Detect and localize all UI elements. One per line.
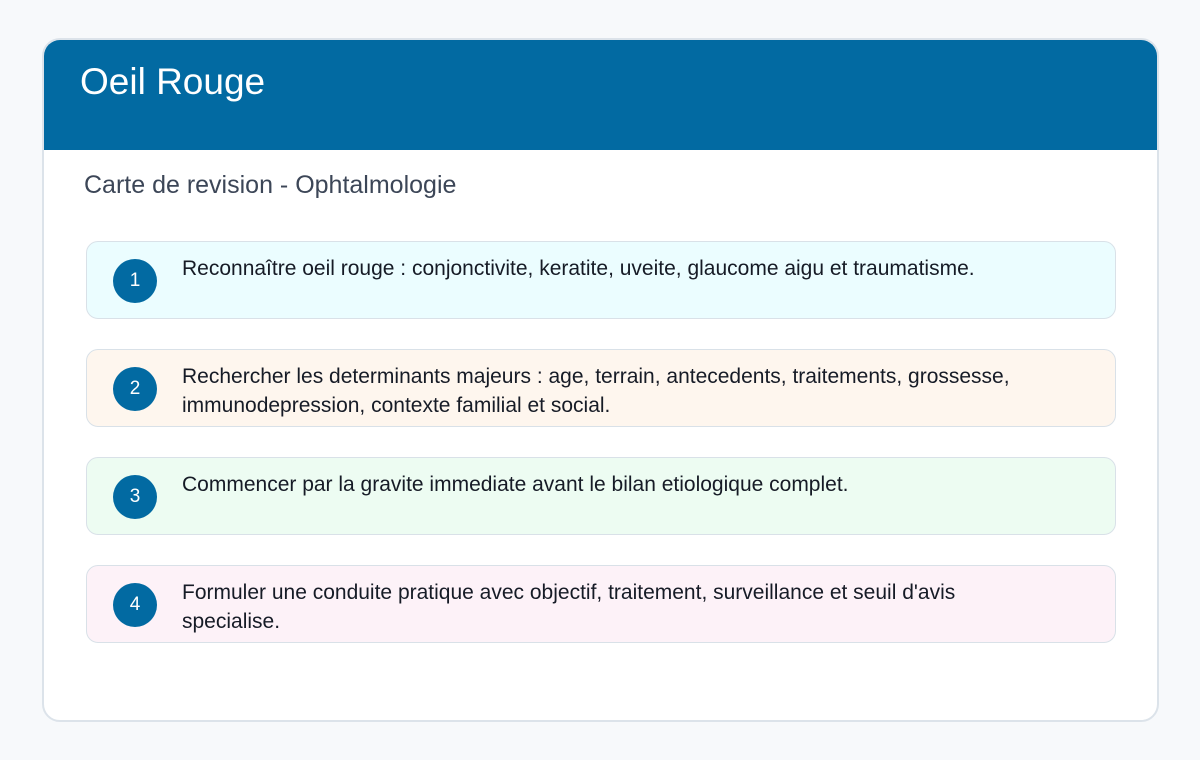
list-item (86, 349, 1116, 427)
list-item (86, 457, 1116, 535)
card-subtitle: Carte de revision - Ophtalmologie (84, 171, 457, 199)
card-header (44, 40, 1157, 150)
list-item-text: Reconnaître oeil rouge : conjonctivite, keratite, uveite, glaucome aigu et traumatisme. (182, 257, 975, 280)
list-item-text: Commencer par la gravite immediate avant le bilan etiologique complet. (182, 473, 849, 496)
step-number-badge: 3 (113, 475, 157, 519)
step-number-badge: 4 (113, 583, 157, 627)
step-number-badge: 1 (113, 259, 157, 303)
step-number-badge: 2 (113, 367, 157, 411)
page-title: Oeil Rouge (80, 61, 266, 102)
list-item-text: Formuler une conduite pratique avec objectif, traitement, surveillance et seuil d'avis specialise. (182, 581, 956, 633)
list-item (86, 565, 1116, 643)
list-item (86, 241, 1116, 319)
revision-card (42, 38, 1159, 722)
list-item-text: Rechercher les determinants majeurs : age, terrain, antecedents, traitements, grossesse, immunodepression, contexte familial et social. (182, 365, 1010, 417)
